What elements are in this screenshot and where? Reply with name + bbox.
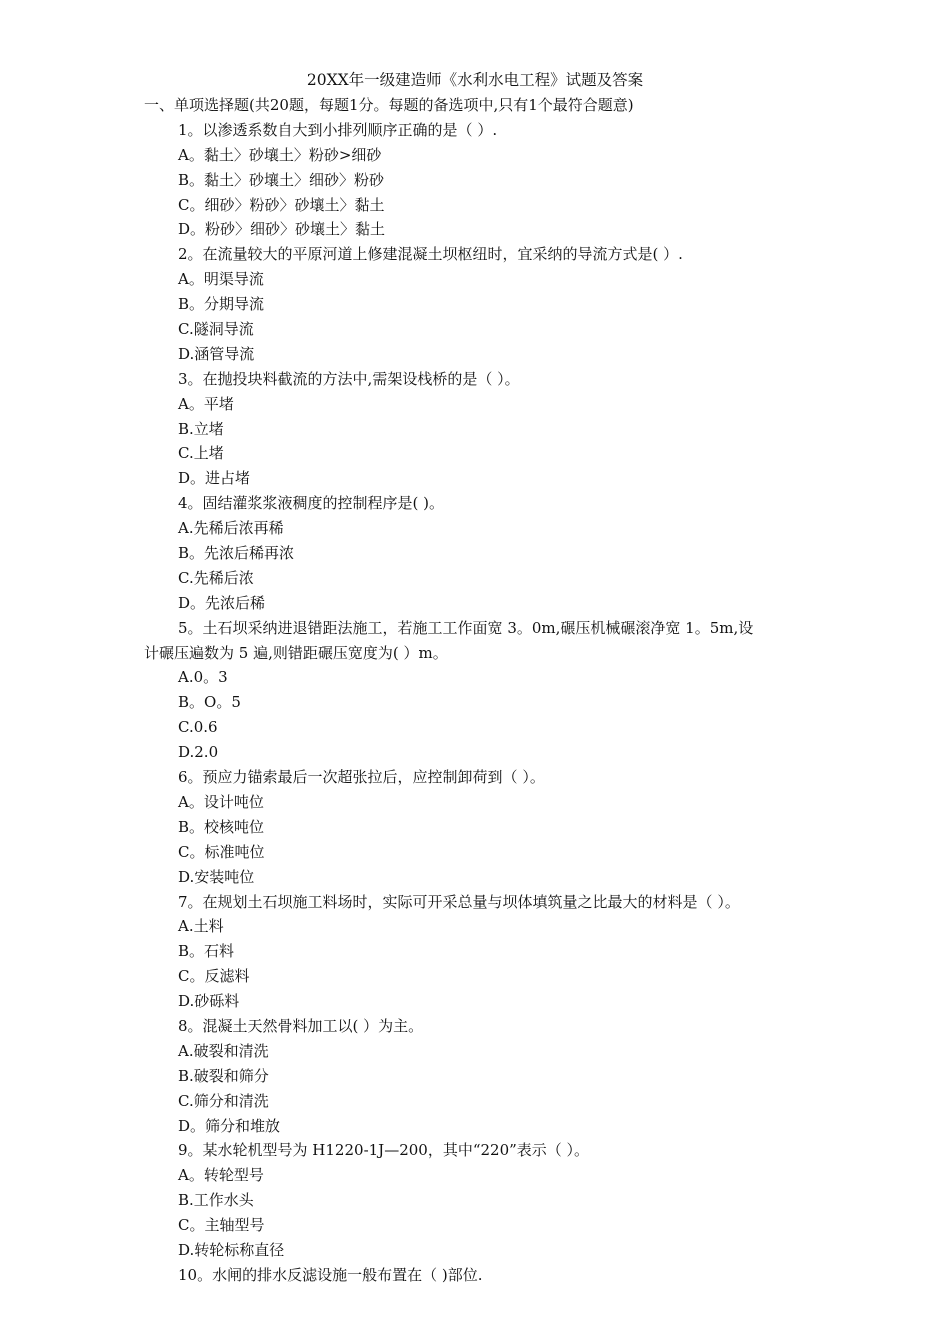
answer-option: C.0.6 [178,718,218,737]
answer-option: A。设计吨位 [178,792,264,811]
answer-option: A.土料 [178,917,224,936]
answer-option: C.隧洞导流 [178,320,254,339]
answer-option: A。平堵 [178,394,234,413]
question-stem: 5。土石坝采纳进退错距法施工，若施工工作面宽 3。0m,碾压机械碾滚净宽 1。5m,设 [178,618,754,637]
answer-option: D.涵管导流 [178,344,255,363]
question-stem: 6。预应力锚索最后一次超张拉后，应控制卸荷到（ ）。 [178,768,545,787]
question-stem: 8。混凝土天然骨料加工以( ）为主。 [178,1016,424,1035]
answer-option: D。先浓后稀 [178,593,266,612]
answer-option: D.转轮标称直径 [178,1240,285,1259]
answer-option: D。粉砂〉细砂〉砂壤土〉黏土 [178,220,386,239]
answer-option: B。O。5 [178,693,241,712]
answer-option: C。主轴型号 [178,1216,265,1235]
answer-option: D。进占堵 [178,469,251,488]
answer-option: A.先稀后浓再稀 [178,519,284,538]
answer-option: B。石料 [178,942,235,961]
answer-option: A.0。3 [178,668,228,687]
answer-option: C。反滤料 [178,967,250,986]
answer-option: B。校核吨位 [178,817,265,836]
answer-option: D。筛分和堆放 [178,1116,281,1135]
question-stem: 9。某水轮机型号为 H1220-1J—200，其中“220”表示（ ）。 [178,1141,590,1160]
answer-option: A.破裂和清洗 [178,1041,269,1060]
answer-option: C。细砂〉粉砂〉砂壤土〉黏土 [178,195,385,214]
answer-option: D.2.0 [178,743,219,762]
answer-option: C.先稀后浓 [178,568,254,587]
answer-option: B.工作水头 [178,1191,254,1210]
question-stem: 7。在规划土石坝施工料场时，实际可开采总量与坝体填筑量之比最大的材料是（ ）。 [178,892,740,911]
question-stem: 10。水闸的排水反滤设施一般布置在（ )部位. [178,1265,483,1284]
answer-option: A。黏土〉砂壤土〉粉砂>细砂 [178,145,382,164]
document-body [144,93,816,1288]
answer-option: B。分期导流 [178,295,265,314]
answer-option: D.安装吨位 [178,867,255,886]
answer-option: B.立堵 [178,419,224,438]
answer-option: A。转轮型号 [178,1166,264,1185]
document-title: 20XX年一级建造师《水利水电工程》试题及答案 [306,71,644,89]
answer-option: A。明渠导流 [178,270,264,289]
answer-option: C.筛分和清洗 [178,1091,269,1110]
question-stem: 1。以渗透系数自大到小排列顺序正确的是（ ）. [178,120,498,139]
question-stem: 3。在抛投块料截流的方法中,需架设栈桥的是（ ）。 [178,369,520,388]
question-stem: 2。在流量较大的平原河道上修建混凝土坝枢纽时，宜采纳的导流方式是( ）. [178,245,683,264]
answer-option: C.上堵 [178,444,224,463]
question-stem: 4。固结灌浆浆液稠度的控制程序是( )。 [178,494,445,513]
answer-option: B。黏土〉砂壤土〉细砂〉粉砂 [178,170,385,189]
section-heading: 一、单项选择题(共20题，每题1分。每题的备选项中,只有1个最符合题意) [144,96,634,114]
question-stem-continuation: 计碾压遍数为 5 遍,则错距碾压宽度为( ）m。 [144,643,448,662]
answer-option: D.砂砾料 [178,992,240,1011]
answer-option: B.破裂和筛分 [178,1066,269,1085]
answer-option: B。先浓后稀再浓 [178,544,295,563]
answer-option: C。标准吨位 [178,842,265,861]
